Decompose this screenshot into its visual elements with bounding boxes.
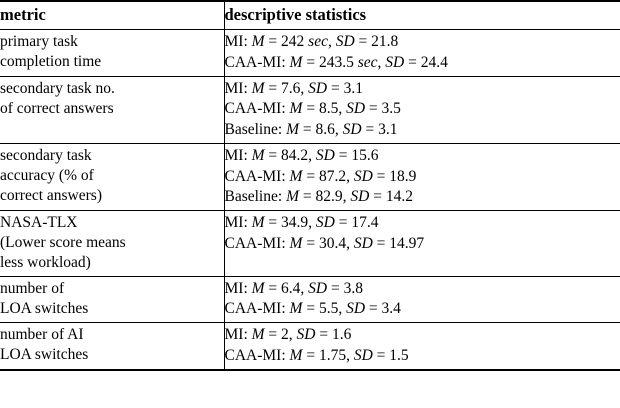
sd-symbol: SD bbox=[342, 121, 362, 139]
metric-cell bbox=[0, 30, 224, 77]
mean-symbol: M bbox=[251, 33, 265, 50]
statistics-cell bbox=[224, 211, 620, 276]
condition-label: Baseline: bbox=[224, 188, 283, 206]
statistic-line: MI: M = 7.6, SD = 3.1 bbox=[224, 79, 363, 97]
sd-value: 1.5 bbox=[389, 346, 409, 364]
metric-line: LOA switches bbox=[0, 299, 89, 317]
condition-label: MI: bbox=[224, 279, 248, 297]
statistics-cell bbox=[224, 143, 620, 210]
condition-label: CAA-MI: bbox=[224, 53, 286, 71]
statistic-line: MI: M = 84.2, SD = 15.6 bbox=[224, 146, 379, 164]
statistic-line: CAA-MI: M = 8.5, SD = 3.5 bbox=[224, 100, 401, 118]
mean-symbol: M bbox=[289, 346, 303, 364]
statistic-line: CAA-MI: M = 30.4, SD = 14.97 bbox=[224, 234, 425, 252]
metric-line: NASA-TLX bbox=[0, 214, 78, 232]
statistics-cell bbox=[224, 323, 620, 370]
metric-line: of correct answers bbox=[0, 99, 114, 117]
statistics-text bbox=[225, 213, 620, 255]
metric-cell bbox=[0, 276, 224, 323]
statistic-line: CAA-MI: M = 1.75, SD = 1.5 bbox=[224, 346, 409, 364]
sd-value: 24.4 bbox=[420, 53, 448, 71]
mean-symbol: M bbox=[251, 326, 265, 344]
sd-symbol: SD bbox=[385, 53, 405, 71]
metric-text bbox=[0, 146, 224, 206]
sd-value: 15.6 bbox=[351, 146, 379, 164]
mean-value: 34.9 bbox=[281, 214, 309, 232]
sd-symbol: SD bbox=[353, 167, 373, 185]
metric-line: correct answers) bbox=[0, 187, 102, 205]
mean-symbol: M bbox=[286, 121, 299, 139]
sd-symbol: SD bbox=[308, 279, 328, 297]
table-row bbox=[0, 211, 620, 276]
metric-line: primary task bbox=[0, 33, 78, 50]
statistics-cell bbox=[224, 30, 620, 77]
condition-label: CAA-MI: bbox=[224, 100, 286, 118]
sd-symbol: SD bbox=[353, 234, 373, 252]
mean-symbol: M bbox=[289, 300, 303, 318]
sd-value: 3.1 bbox=[343, 79, 363, 97]
statistic-line: MI: M = 242 sec, SD = 21.8 bbox=[224, 33, 399, 50]
mean-symbol: M bbox=[251, 146, 265, 164]
statistics-text bbox=[225, 32, 620, 74]
condition-label: MI: bbox=[224, 214, 248, 232]
metric-cell bbox=[0, 143, 224, 210]
mean-symbol: M bbox=[251, 214, 265, 232]
equals-sign: = bbox=[334, 214, 352, 232]
statistics-cell bbox=[224, 76, 620, 143]
statistic-line: MI: M = 34.9, SD = 17.4 bbox=[224, 214, 379, 232]
condition-label: MI: bbox=[224, 33, 248, 50]
mean-value: 87.2 bbox=[318, 167, 347, 185]
equals-sign: = bbox=[264, 326, 282, 344]
table-row bbox=[0, 76, 620, 143]
statistics-text bbox=[225, 79, 620, 141]
equals-sign: = bbox=[264, 214, 282, 232]
mean-value: 8.5 bbox=[318, 100, 339, 118]
sd-value: 3.1 bbox=[378, 121, 398, 139]
metric-cell bbox=[0, 323, 224, 370]
equals-sign: = bbox=[264, 279, 282, 297]
mean-symbol: M bbox=[289, 167, 303, 185]
equals-sign: = bbox=[302, 100, 319, 118]
metric-text bbox=[0, 325, 224, 365]
equals-sign: = bbox=[302, 300, 319, 318]
metric-line: LOA switches bbox=[0, 346, 89, 364]
equals-sign: = bbox=[302, 234, 319, 252]
metric-text bbox=[0, 279, 224, 319]
statistics-text bbox=[225, 279, 620, 321]
sd-value: 3.8 bbox=[343, 279, 363, 297]
metric-line: accuracy (% of bbox=[0, 166, 94, 184]
metric-text bbox=[0, 79, 224, 119]
sd-value: 14.2 bbox=[385, 188, 413, 206]
sd-symbol: SD bbox=[315, 214, 335, 232]
mean-symbol: M bbox=[289, 53, 303, 71]
metric-line: secondary task bbox=[0, 146, 92, 164]
equals-sign: = bbox=[327, 279, 344, 297]
mean-symbol: M bbox=[251, 79, 265, 97]
unit-label: sec bbox=[357, 53, 378, 71]
sd-value: 18.9 bbox=[389, 167, 417, 185]
statistic-line: MI: M = 2, SD = 1.6 bbox=[224, 326, 352, 344]
statistic-line: CAA-MI: M = 5.5, SD = 3.4 bbox=[224, 300, 401, 318]
equals-sign: = bbox=[298, 188, 316, 206]
mean-value: 2 bbox=[281, 326, 289, 344]
sd-symbol: SD bbox=[350, 188, 370, 206]
mean-value: 8.6 bbox=[315, 121, 335, 139]
mean-symbol: M bbox=[289, 100, 303, 118]
table-row bbox=[0, 143, 620, 210]
mean-value: 6.4 bbox=[281, 279, 301, 297]
table-row bbox=[0, 30, 620, 77]
equals-sign: = bbox=[264, 146, 282, 164]
statistics-text bbox=[225, 146, 620, 208]
equals-sign: = bbox=[264, 79, 282, 97]
statistic-line: Baseline: M = 8.6, SD = 3.1 bbox=[224, 121, 398, 139]
statistic-line: MI: M = 6.4, SD = 3.8 bbox=[224, 279, 363, 297]
sd-symbol: SD bbox=[308, 79, 328, 97]
metric-line: number of AI bbox=[0, 326, 84, 344]
sd-symbol: SD bbox=[335, 33, 355, 50]
statistics-cell bbox=[224, 276, 620, 323]
column-header-metric: metric bbox=[0, 1, 224, 30]
equals-sign: = bbox=[369, 188, 386, 206]
equals-sign: = bbox=[365, 100, 382, 118]
statistic-line: CAA-MI: M = 87.2, SD = 18.9 bbox=[224, 167, 417, 185]
mean-value: 84.2 bbox=[281, 146, 309, 164]
metric-line: completion time bbox=[0, 53, 102, 71]
table-header-row bbox=[0, 1, 620, 30]
sd-value: 3.5 bbox=[381, 100, 401, 118]
mean-value: 243.5 bbox=[318, 53, 354, 71]
metric-cell bbox=[0, 211, 224, 276]
sd-value: 21.8 bbox=[371, 33, 399, 50]
mean-symbol: M bbox=[286, 188, 299, 206]
condition-label: MI: bbox=[224, 326, 248, 344]
equals-sign: = bbox=[302, 167, 319, 185]
metric-line: (Lower score means bbox=[0, 234, 126, 252]
unit-label: sec bbox=[308, 33, 328, 50]
mean-symbol: M bbox=[289, 234, 303, 252]
equals-sign: = bbox=[404, 53, 421, 71]
mean-value: 30.4 bbox=[318, 234, 347, 252]
sd-value: 14.97 bbox=[389, 234, 425, 252]
equals-sign: = bbox=[298, 121, 316, 139]
mean-value: 7.6 bbox=[281, 79, 301, 97]
equals-sign: = bbox=[361, 121, 379, 139]
equals-sign: = bbox=[264, 33, 282, 50]
metric-line: less workload) bbox=[0, 254, 91, 272]
mean-value: 242 bbox=[281, 33, 305, 50]
equals-sign: = bbox=[354, 33, 372, 50]
mean-value: 1.75 bbox=[318, 346, 347, 364]
mean-value: 5.5 bbox=[318, 300, 339, 318]
metric-text bbox=[0, 213, 224, 273]
equals-sign: = bbox=[302, 346, 319, 364]
condition-label: CAA-MI: bbox=[224, 234, 286, 252]
table-row bbox=[0, 276, 620, 323]
table-body bbox=[0, 30, 620, 370]
sd-symbol: SD bbox=[346, 100, 366, 118]
metric-text bbox=[0, 32, 224, 72]
condition-label: MI: bbox=[224, 79, 248, 97]
statistics-text bbox=[225, 325, 620, 367]
equals-sign: = bbox=[372, 234, 390, 252]
table-header bbox=[0, 1, 620, 30]
equals-sign: = bbox=[327, 79, 344, 97]
equals-sign: = bbox=[372, 346, 390, 364]
mean-symbol: M bbox=[251, 279, 265, 297]
equals-sign: = bbox=[302, 53, 319, 71]
sd-value: 1.6 bbox=[332, 326, 352, 344]
equals-sign: = bbox=[334, 146, 352, 164]
equals-sign: = bbox=[365, 300, 382, 318]
condition-label: CAA-MI: bbox=[224, 167, 286, 185]
sd-symbol: SD bbox=[353, 346, 373, 364]
statistic-line: Baseline: M = 82.9, SD = 14.2 bbox=[224, 188, 413, 206]
metric-line: secondary task no. bbox=[0, 79, 115, 97]
equals-sign: = bbox=[315, 326, 332, 344]
condition-label: MI: bbox=[224, 146, 248, 164]
sd-symbol: SD bbox=[346, 300, 366, 318]
mean-value: 82.9 bbox=[315, 188, 343, 206]
statistic-line: CAA-MI: M = 243.5 sec, SD = 24.4 bbox=[224, 53, 448, 71]
column-header-descriptive-statistics: descriptive statistics bbox=[224, 1, 620, 30]
metric-cell bbox=[0, 76, 224, 143]
table-row bbox=[0, 323, 620, 370]
condition-label: Baseline: bbox=[224, 121, 283, 139]
equals-sign: = bbox=[372, 167, 390, 185]
condition-label: CAA-MI: bbox=[224, 346, 286, 364]
sd-value: 3.4 bbox=[381, 300, 401, 318]
sd-value: 17.4 bbox=[351, 214, 379, 232]
sd-symbol: SD bbox=[315, 146, 335, 164]
metric-line: number of bbox=[0, 279, 65, 297]
sd-symbol: SD bbox=[296, 326, 316, 344]
condition-label: CAA-MI: bbox=[224, 300, 286, 318]
